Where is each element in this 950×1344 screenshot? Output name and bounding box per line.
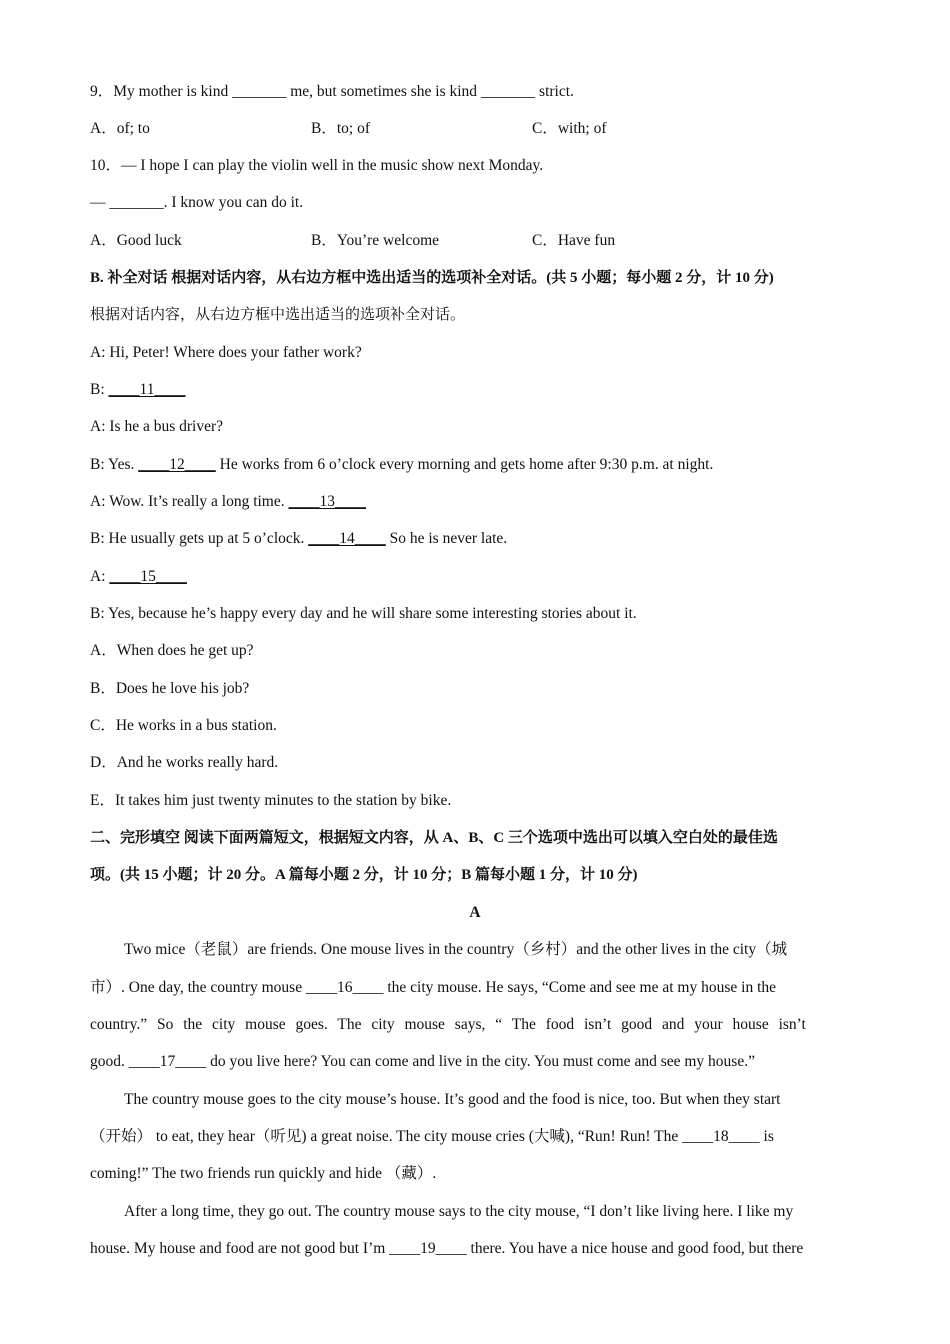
q9-stem: 9．My mother is kind _______ me, but sometimes she is kind _______ strict. [90, 83, 574, 100]
passage-title: A [469, 904, 481, 921]
passage-line: country.” So the city mouse goes. The city mouse says, “ The food isn’t good and your house isn’t [90, 1016, 806, 1033]
q10-option-b[interactable]: B．You’re welcome [311, 232, 440, 249]
dialogue-line: A: ____15____ [90, 568, 187, 585]
choice-d[interactable]: D．And he works really hard. [90, 754, 279, 771]
blank-13[interactable]: ____13____ [288, 493, 366, 510]
choice-c[interactable]: C．He works in a bus station. [90, 717, 277, 734]
q10-options [90, 231, 860, 251]
q10-option-a[interactable]: A．Good luck [90, 232, 182, 249]
choice-a[interactable]: A．When does he get up? [90, 642, 254, 659]
blank-15[interactable]: ____15____ [109, 568, 187, 585]
dialogue-line: A: Is he a bus driver? [90, 418, 223, 435]
passage-line: After a long time, they go out. The country mouse says to the city mouse, “I don’t like living here. I like my [124, 1203, 794, 1220]
blank-12[interactable]: ____12____ [138, 456, 216, 473]
dialogue-line: A: Hi, Peter! Where does your father work? [90, 344, 362, 361]
passage-line: The country mouse goes to the city mouse’s house. It’s good and the food is nice, too. But when they start [124, 1091, 781, 1108]
part2-heading-2: 项。(共 15 小题；计 20 分。A 篇每小题 2 分，计 10 分；B 篇每小题 1 分，计 10 分) [90, 867, 638, 883]
q9-option-b[interactable]: B．to; of [311, 120, 370, 137]
blank-14[interactable]: ____14____ [308, 530, 386, 547]
passage-line: good. ____17____ do you live here? You can come and live in the city. You must come and see my house.” [90, 1053, 755, 1070]
section-b-heading: B. 补全对话 根据对话内容，从右边方框中选出适当的选项补全对话。(共 5 小题；每小题 2 分，计 10 分) [90, 270, 774, 286]
dialogue-line: B: ____11____ [90, 381, 186, 398]
q9-options [90, 119, 860, 139]
part2-heading-1: 二、完形填空 阅读下面两篇短文，根据短文内容，从 A、B、C 三个选项中选出可以填入空白处的最佳选 [90, 830, 778, 846]
q9-option-c[interactable]: C．with; of [532, 120, 607, 137]
dialogue-line: A: Wow. It’s really a long time. ____13____ [90, 493, 366, 510]
blank-11[interactable]: ____11____ [108, 381, 186, 398]
section-b-instruction: 根据对话内容，从右边方框中选出适当的选项补全对话。 [90, 307, 466, 323]
passage-line: （开始） to eat, they hear（听见) a great noise. The city mouse cries (大喊), “Run! Run! The ____18____ is [90, 1128, 774, 1145]
dialogue-line: B: Yes, because he’s happy every day and he will share some interesting stories about it. [90, 605, 637, 622]
q10-option-c[interactable]: C．Have fun [532, 232, 616, 249]
dialogue-line: B: He usually gets up at 5 o’clock. ____14____ So he is never late. [90, 530, 508, 547]
q9-option-a[interactable]: A．of; to [90, 120, 150, 137]
passage-line: Two mice（老鼠）are friends. One mouse lives in the country（乡村）and the other lives in the city（城 [124, 941, 788, 958]
passage-line: house. My house and food are not good but I’m ____19____ there. You have a nice house and good food, but there [90, 1240, 804, 1257]
choice-b[interactable]: B．Does he love his job? [90, 680, 250, 697]
choice-e[interactable]: E．It takes him just twenty minutes to the station by bike. [90, 792, 452, 809]
q10-reply: — _______. I know you can do it. [90, 194, 304, 211]
q10-stem: 10．— I hope I can play the violin well in the music show next Monday. [90, 157, 544, 174]
passage-line: coming!” The two friends run quickly and hide （藏）. [90, 1165, 437, 1182]
passage-line: 市）. One day, the country mouse ____16____ the city mouse. He says, “Come and see me at my house in the [90, 979, 777, 996]
dialogue-line: B: Yes. ____12____ He works from 6 o’clock every morning and gets home after 9:30 p.m. at night. [90, 456, 714, 473]
